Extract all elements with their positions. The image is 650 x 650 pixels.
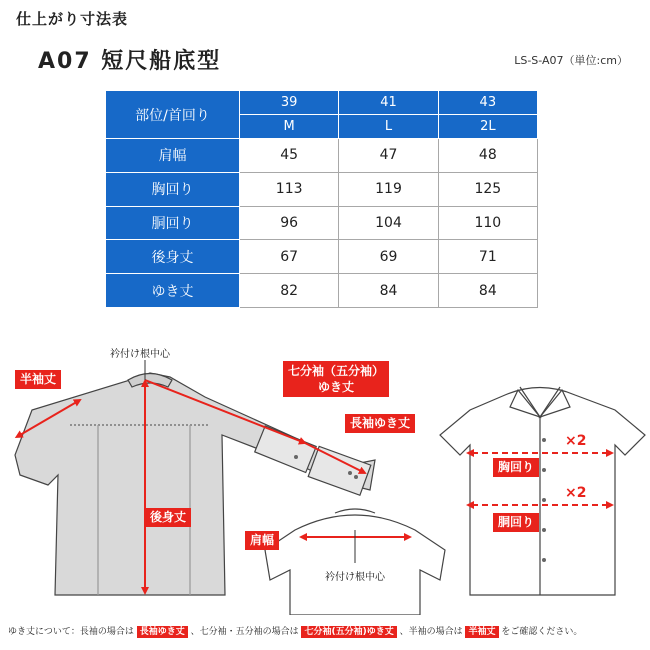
chest-tag: 胸回り: [493, 458, 539, 477]
waist-tag: 胴回り: [493, 513, 539, 532]
back-length-tag: 後身丈: [145, 508, 191, 527]
long-sleeve-tag: 長袖ゆき丈: [345, 414, 415, 433]
footer-text: ゆき丈について：長袖の場合は: [8, 627, 134, 637]
table-cell: 48: [438, 139, 537, 173]
table-cell: 67: [240, 240, 339, 274]
footer-text: 、七分袖・五分袖の場合は: [190, 627, 299, 637]
letter-size-cell: 2L: [438, 115, 537, 139]
table-row: [106, 274, 538, 308]
table-row: [106, 240, 538, 274]
table-cell: 82: [240, 274, 339, 308]
table-cell: 119: [339, 172, 438, 206]
table-cell: 84: [339, 274, 438, 308]
row-label: ゆき丈: [106, 274, 240, 308]
footer-chip-half: 半袖丈: [465, 626, 498, 638]
front-view-shirt: [440, 387, 645, 595]
neck-size-cell: 43: [438, 91, 537, 115]
measurement-diagram: [0, 325, 650, 615]
table-row: [106, 139, 538, 173]
header-label: 仕上がり寸法表: [16, 10, 129, 28]
table-cell: 96: [240, 206, 339, 240]
table-cell: 110: [438, 206, 537, 240]
letter-size-cell: M: [240, 115, 339, 139]
table-cell: 113: [240, 172, 339, 206]
letter-size-cell: L: [339, 115, 438, 139]
footer-chip-three-quarter: 七分袖(五分袖)ゆき丈: [301, 626, 396, 638]
three-quarter-line1: 七分袖（五分袖）: [288, 364, 385, 378]
model-code: LS-S-A07（単位:cm）: [514, 54, 628, 67]
model-title: A07 短尺船底型: [38, 49, 222, 74]
table-cell: 45: [240, 139, 339, 173]
neck-size-cell: 41: [339, 91, 438, 115]
table-cell: 84: [438, 274, 537, 308]
table-cell: 104: [339, 206, 438, 240]
row-label: 胸回り: [106, 172, 240, 206]
table-row: [106, 172, 538, 206]
three-quarter-line2: ゆき丈: [318, 380, 355, 394]
footer-text: 、半袖の場合は: [399, 627, 463, 637]
footer-note: [8, 624, 582, 637]
times-waist: ×2: [565, 485, 587, 501]
table-cell: 69: [339, 240, 438, 274]
row-label: 肩幅: [106, 139, 240, 173]
neck-size-cell: 39: [240, 91, 339, 115]
collar-note-bottom: 衿付け根中心: [325, 572, 385, 583]
table-cell: 47: [339, 139, 438, 173]
table-cell: 125: [438, 172, 537, 206]
table-cell: 71: [438, 240, 537, 274]
times-chest: ×2: [565, 433, 587, 449]
collar-note-top: 衿付け根中心: [110, 349, 170, 360]
table-row: [106, 206, 538, 240]
row-label: 後身丈: [106, 240, 240, 274]
three-quarter-sleeve-tag: [283, 361, 389, 397]
footer-text: をご確認ください。: [501, 627, 583, 637]
size-table: [105, 90, 538, 308]
shoulder-tag: 肩幅: [245, 531, 279, 550]
half-sleeve-tag: 半袖丈: [15, 370, 61, 389]
table-corner-label: 部位/首回り: [106, 91, 240, 139]
row-label: 胴回り: [106, 206, 240, 240]
footer-chip-long: 長袖ゆき丈: [137, 626, 188, 638]
table-header-row: [106, 91, 538, 115]
